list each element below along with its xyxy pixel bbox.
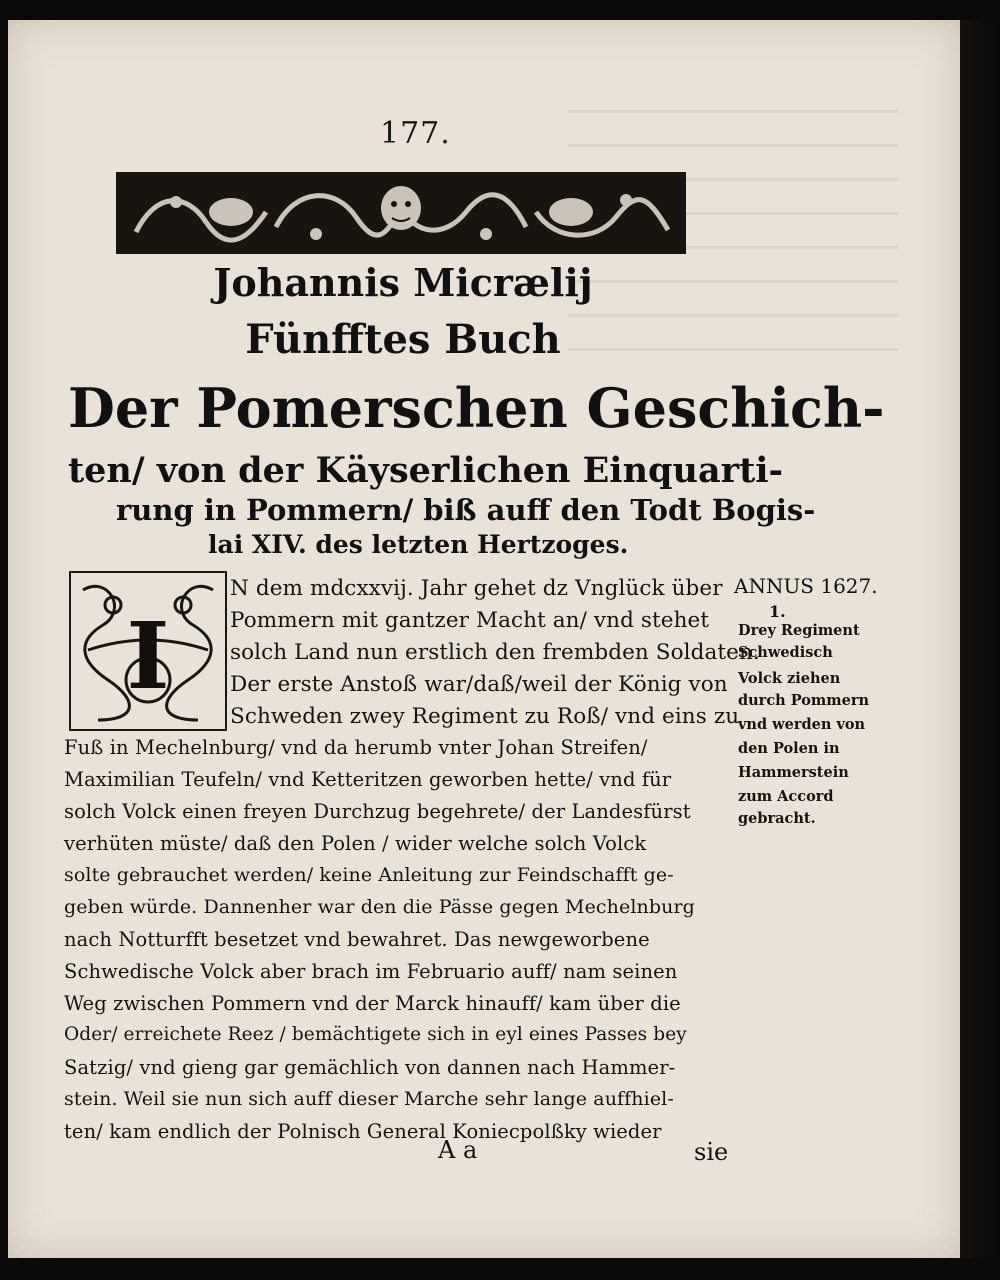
body-line: solte gebrauchet werden/ keine Anleitung zur Feindschafft ge-: [64, 864, 674, 886]
body-line: Schwedische Volck aber brach im Februario auff/ nam seinen: [64, 960, 678, 983]
margin-note-line: den Polen in: [738, 740, 840, 757]
initial-letter: I: [126, 602, 170, 710]
title-book: Fünfftes Buch: [245, 316, 561, 363]
book-page: [8, 20, 960, 1258]
body-line: Pommern mit gantzer Macht an/ vnd stehet: [230, 608, 710, 633]
margin-note-line: vnd werden von: [738, 716, 866, 733]
body-line: stein. Weil sie nun sich auff dieser Marche sehr lange auffhiel-: [64, 1088, 674, 1110]
decorated-initial: [68, 570, 228, 732]
body-line: Schweden zwey Regiment zu Roß/ vnd eins zu: [230, 704, 740, 729]
body-line: solch Volck einen freyen Durchzug begehrete/ der Landesfürst: [64, 800, 691, 823]
chapter-title-line: Der Pomerschen Geschich-: [68, 376, 885, 440]
margin-note-line: gebracht.: [738, 810, 816, 827]
margin-note-line: Drey Regiment: [738, 622, 860, 639]
body-line: ten/ kam endlich der Polnisch General Koniecpolßky wieder: [64, 1120, 662, 1143]
body-line: Fuß in Mechelnburg/ vnd da herumb vnter Johan Streifen/: [64, 736, 648, 759]
page-edge-shadow: [960, 20, 1000, 1258]
page-number: 177.: [380, 116, 451, 151]
body-line: Oder/ erreichete Reez / bemächtigete sich in eyl eines Passes bey: [64, 1024, 687, 1045]
chapter-title-line: rung in Pommern/ biß auff den Todt Bogis-: [116, 493, 816, 527]
margin-note-line: zum Accord: [738, 788, 834, 805]
body-line: Satzig/ vnd gieng gar gemächlich von dannen nach Hammer-: [64, 1056, 676, 1079]
body-line: verhüten müste/ daß den Polen / wider welche solch Volck: [64, 832, 647, 855]
title-author: Johannis Micrælij: [213, 260, 593, 305]
body-line: Maximilian Teufeln/ vnd Ketteritzen geworben hette/ vnd für: [64, 768, 672, 791]
margin-year: ANNUS 1627.: [734, 574, 878, 598]
body-line: Der erste Anstoß war/daß/weil der König von: [230, 672, 728, 697]
body-line: nach Notturfft besetzet vnd bewahret. Das newgeworbene: [64, 928, 650, 951]
margin-note-line: durch Pommern: [738, 692, 870, 709]
body-line: solch Land nun erstlich den frembden Soldaten.: [230, 640, 760, 665]
headpiece-ornament: [116, 172, 686, 254]
margin-note-line: Volck ziehen: [738, 670, 841, 687]
margin-note-line: Schwedisch: [738, 644, 833, 661]
chapter-title-line: lai XIV. des letzten Hertzoges.: [208, 530, 629, 559]
body-line: geben würde. Dannenher war den die Pässe gegen Mechelnburg: [64, 896, 695, 918]
chapter-title-line: ten/ von der Käyserlichen Einquarti-: [68, 450, 784, 491]
catchword: sie: [694, 1138, 729, 1166]
body-line: Weg zwischen Pommern vnd der Marck hinauff/ kam über die: [64, 992, 681, 1015]
signature-mark: A a: [438, 1136, 478, 1164]
margin-number: 1.: [769, 602, 786, 621]
margin-note-line: Hammerstein: [738, 764, 849, 781]
body-line: N dem mdcxxvij. Jahr gehet dz Vnglück über: [230, 576, 723, 601]
